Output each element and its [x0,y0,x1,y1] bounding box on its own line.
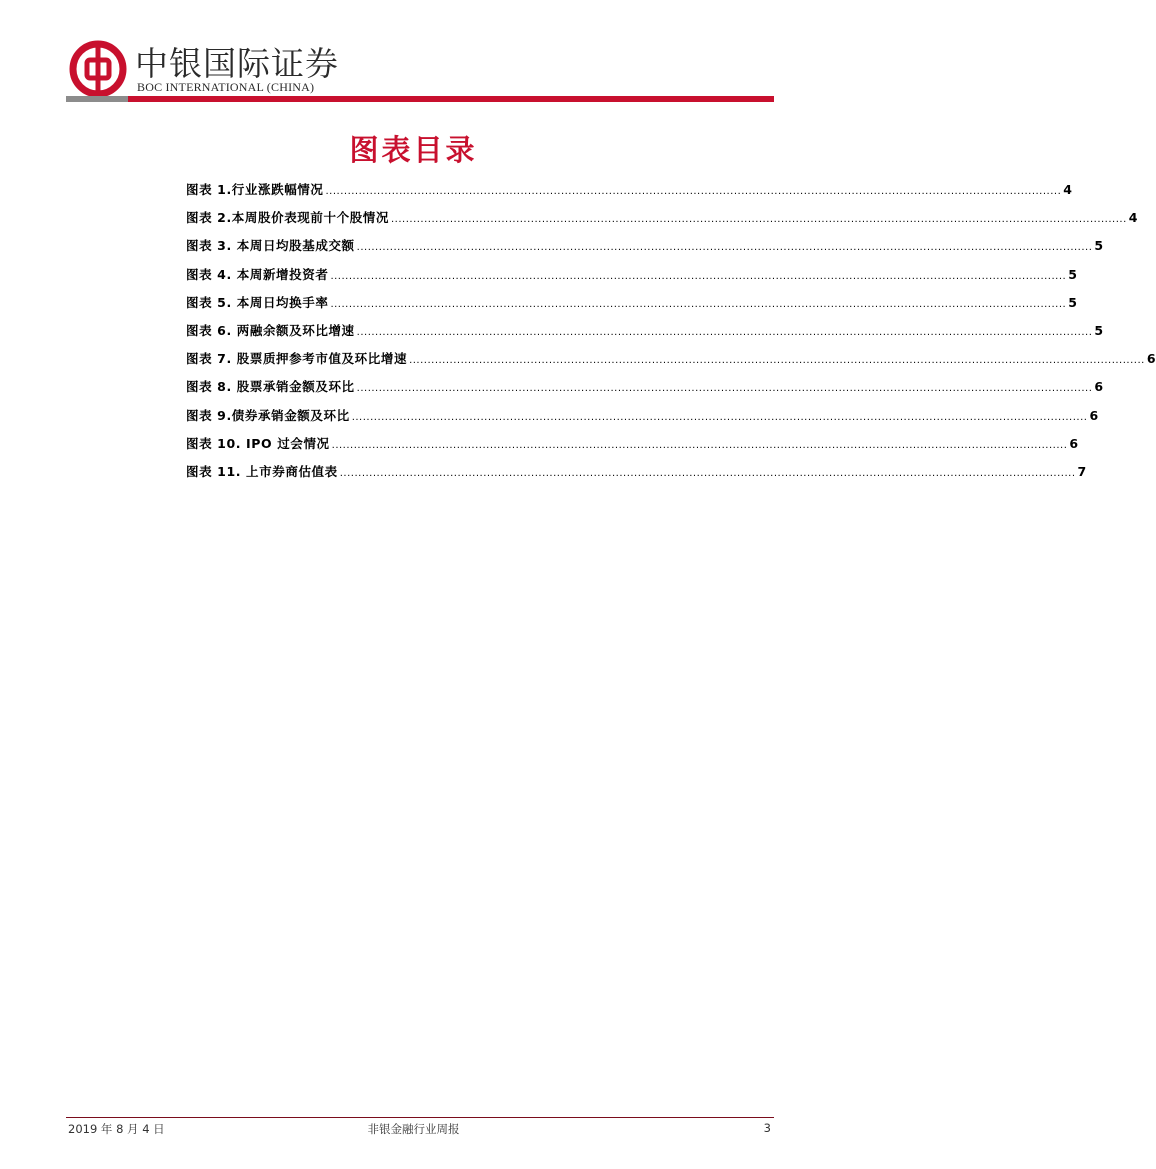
footer-date: 2019 年 8 月 4 日 [68,1122,165,1136]
toc-leader-dots: ........................................................................................................................................................................................................ [331,439,1068,451]
toc-item[interactable] [186,349,1156,377]
footer-page-number: 3 [763,1121,771,1135]
toc-item-label: 图表 5. 本周日均换手率 [186,294,329,310]
toc-item-page: 5 [1094,322,1104,338]
header-divider-red [128,96,774,102]
toc-item-page: 7 [1077,463,1087,479]
toc-leader-dots: ........................................................................................................................................................................................................ [356,383,1093,395]
toc-item[interactable] [186,180,1072,208]
toc-item-page: 4 [1128,210,1138,226]
toc-item[interactable] [186,236,1104,264]
footer-divider [66,1117,774,1118]
toc-item[interactable] [186,293,1077,321]
toc-leader-dots: ........................................................................................................................................................................................................ [356,242,1093,254]
boc-logo-icon [69,40,127,98]
toc-leader-dots: ........................................................................................................................................................................................................ [339,467,1076,479]
toc-item-label: 图表 1.行业涨跌幅情况 [186,182,324,197]
toc-item[interactable] [186,434,1079,462]
toc-item-label: 图表 10. IPO 过会情况 [186,435,330,451]
toc-item[interactable] [186,406,1099,434]
toc-leader-dots: ........................................................................................................................................................................................................ [351,411,1088,423]
toc-leader-dots: ........................................................................................................................................................................................................ [325,186,1062,197]
toc-item-label: 图表 2.本周股价表现前十个股情况 [186,210,389,226]
brand-name-cn: 中银国际证券 [135,44,339,83]
toc-item-page: 6 [1089,407,1099,423]
toc-item-label: 图表 7. 股票质押参考市值及环比增速 [186,351,408,367]
toc-item-page: 6 [1069,435,1079,451]
toc-item-page: 5 [1094,238,1104,254]
toc-leader-dots: ........................................................................................................................................................................................................ [356,326,1093,338]
toc-item-label: 图表 11. 上市券商估值表 [186,463,338,479]
toc-item-page: 4 [1063,182,1072,197]
toc-item[interactable] [186,208,1138,236]
footer-report-name: 非银金融行业周报 [367,1122,460,1136]
toc-leader-dots: ........................................................................................................................................................................................................ [391,214,1127,226]
toc-leader-dots: ........................................................................................................................................................................................................ [330,298,1067,310]
toc-item-page: 6 [1094,379,1104,395]
brand-name-en: BOC INTERNATIONAL (CHINA) [137,80,315,94]
toc-item-label: 图表 6. 两融余额及环比增速 [186,322,355,338]
toc-item[interactable] [186,462,1087,490]
toc-item-label: 图表 3. 本周日均股基成交额 [186,238,355,254]
toc-list [186,180,1156,490]
toc-item[interactable] [186,377,1104,405]
toc-item-label: 图表 9.债券承销金额及环比 [186,407,350,423]
toc-item-label: 图表 8. 股票承销金额及环比 [186,379,355,395]
toc-item-page: 6 [1146,351,1156,367]
toc-item-page: 5 [1068,294,1077,310]
toc-item[interactable] [186,265,1077,293]
toc-leader-dots: ........................................................................................................................................................................................................ [330,270,1067,282]
toc-item-label: 图表 4. 本周新增投资者 [186,266,329,282]
toc-title: 图表目录 [349,133,478,167]
toc-leader-dots: ........................................................................................................................................................................................................ [409,355,1145,367]
toc-item-page: 5 [1068,266,1077,282]
toc-item[interactable] [186,321,1104,349]
header-divider-grey [66,96,128,102]
